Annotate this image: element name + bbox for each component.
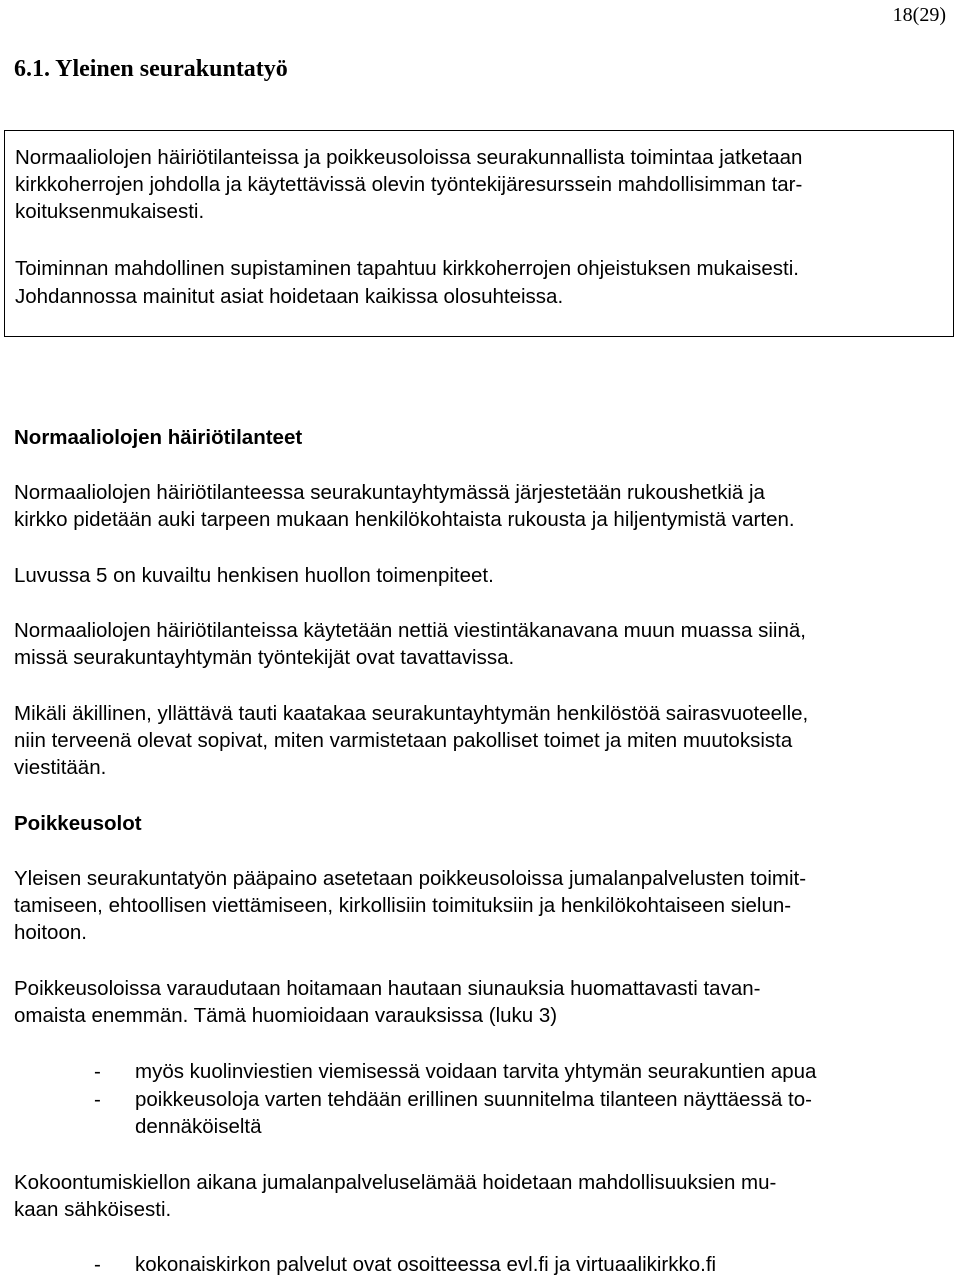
bullet-dash: - [94,1088,101,1111]
page-number: 18(29) [892,4,946,26]
paragraph-prayer: Normaaliolojen häiriötilanteessa seurakuntayhtymässä järjestetään rukoushetkiä ja kirkko pidetään auki tarpeen mukaan henkilökohtaista rukousta ja hiljentymistä varten. [14,481,795,531]
list-item [94,1086,944,1140]
list-item-text: poikkeusoloja varten tehdään erillinen suunnitelma tilanteen näyttäessä to- dennäköiseltä [135,1088,812,1138]
paragraph-assembly-ban: Kokoontumiskiellon aikana jumalanpalveluselämää hoidetaan mahdollisuuksien mu- kaan sähköisesti. [14,1171,777,1221]
section-title: 6.1. Yleinen seurakuntatyö [14,56,288,82]
intro-box [4,130,954,337]
list-item [94,1058,944,1085]
paragraph-chapter-5: Luvussa 5 on kuvailtu henkisen huollon toimenpiteet. [14,564,494,587]
paragraph-illness: Mikäli äkillinen, yllättävä tauti kaatakaa seurakuntayhtymän henkilöstöä sairasvuoteelle, niin terveenä olevat sopivat, miten varmistetaan pakolliset toimet ja miten muutoksista viestitään. [14,702,809,779]
paragraph-internet: Normaaliolojen häiriötilanteissa käytetään nettiä viestintäkanavana muun muassa siinä, missä seurakuntayhtymän työntekijät ovat tavattavissa. [14,619,806,669]
paragraph-worship: Yleisen seurakuntatyön pääpaino asetetaan poikkeusoloissa jumalanpalvelusten toimit- tamiseen, ehtoollisen viettämiseen, kirkollisiin toimituksiin ja henkilökohtaiseen sielun- hoitoon. [14,867,807,944]
list-item-text: myös kuolinviestien viemisessä voidaan tarvita yhtymän seurakuntien apua [135,1060,817,1083]
list-item-text: kokonaiskirkon palvelut ovat osoitteessa evl.fi ja virtuaalikirkko.fi [135,1253,717,1276]
normal-disruptions-heading: Normaaliolojen häiriötilanteet [14,426,303,449]
restriction-line: Toiminnan mahdollinen supistaminen tapahtuu kirkkoherrojen ohjeistuksen mukaisesti. [15,257,799,280]
emergency-heading: Poikkeusolot [14,812,142,835]
bullet-dash: - [94,1253,101,1276]
conditions-line: Johdannossa mainitut asiat hoidetaan kaikissa olosuhteissa. [15,285,564,308]
intro-paragraph: Normaaliolojen häiriötilanteissa ja poikkeusoloissa seurakunnallista toimintaa jatketaan kirkkoherrojen johdolla ja käytettävissä olevin työntekijäresurssein mahdollisimman tar- koituksenmukaisesti. [15,146,803,223]
paragraph-funerals: Poikkeusoloissa varaudutaan hoitamaan hautaan siunauksia huomattavasti tavan- omaista enemmän. Tämä huomioidaan varauksissa (luku 3) [14,977,761,1027]
bullet-dash: - [94,1060,101,1083]
list-item [94,1251,944,1278]
